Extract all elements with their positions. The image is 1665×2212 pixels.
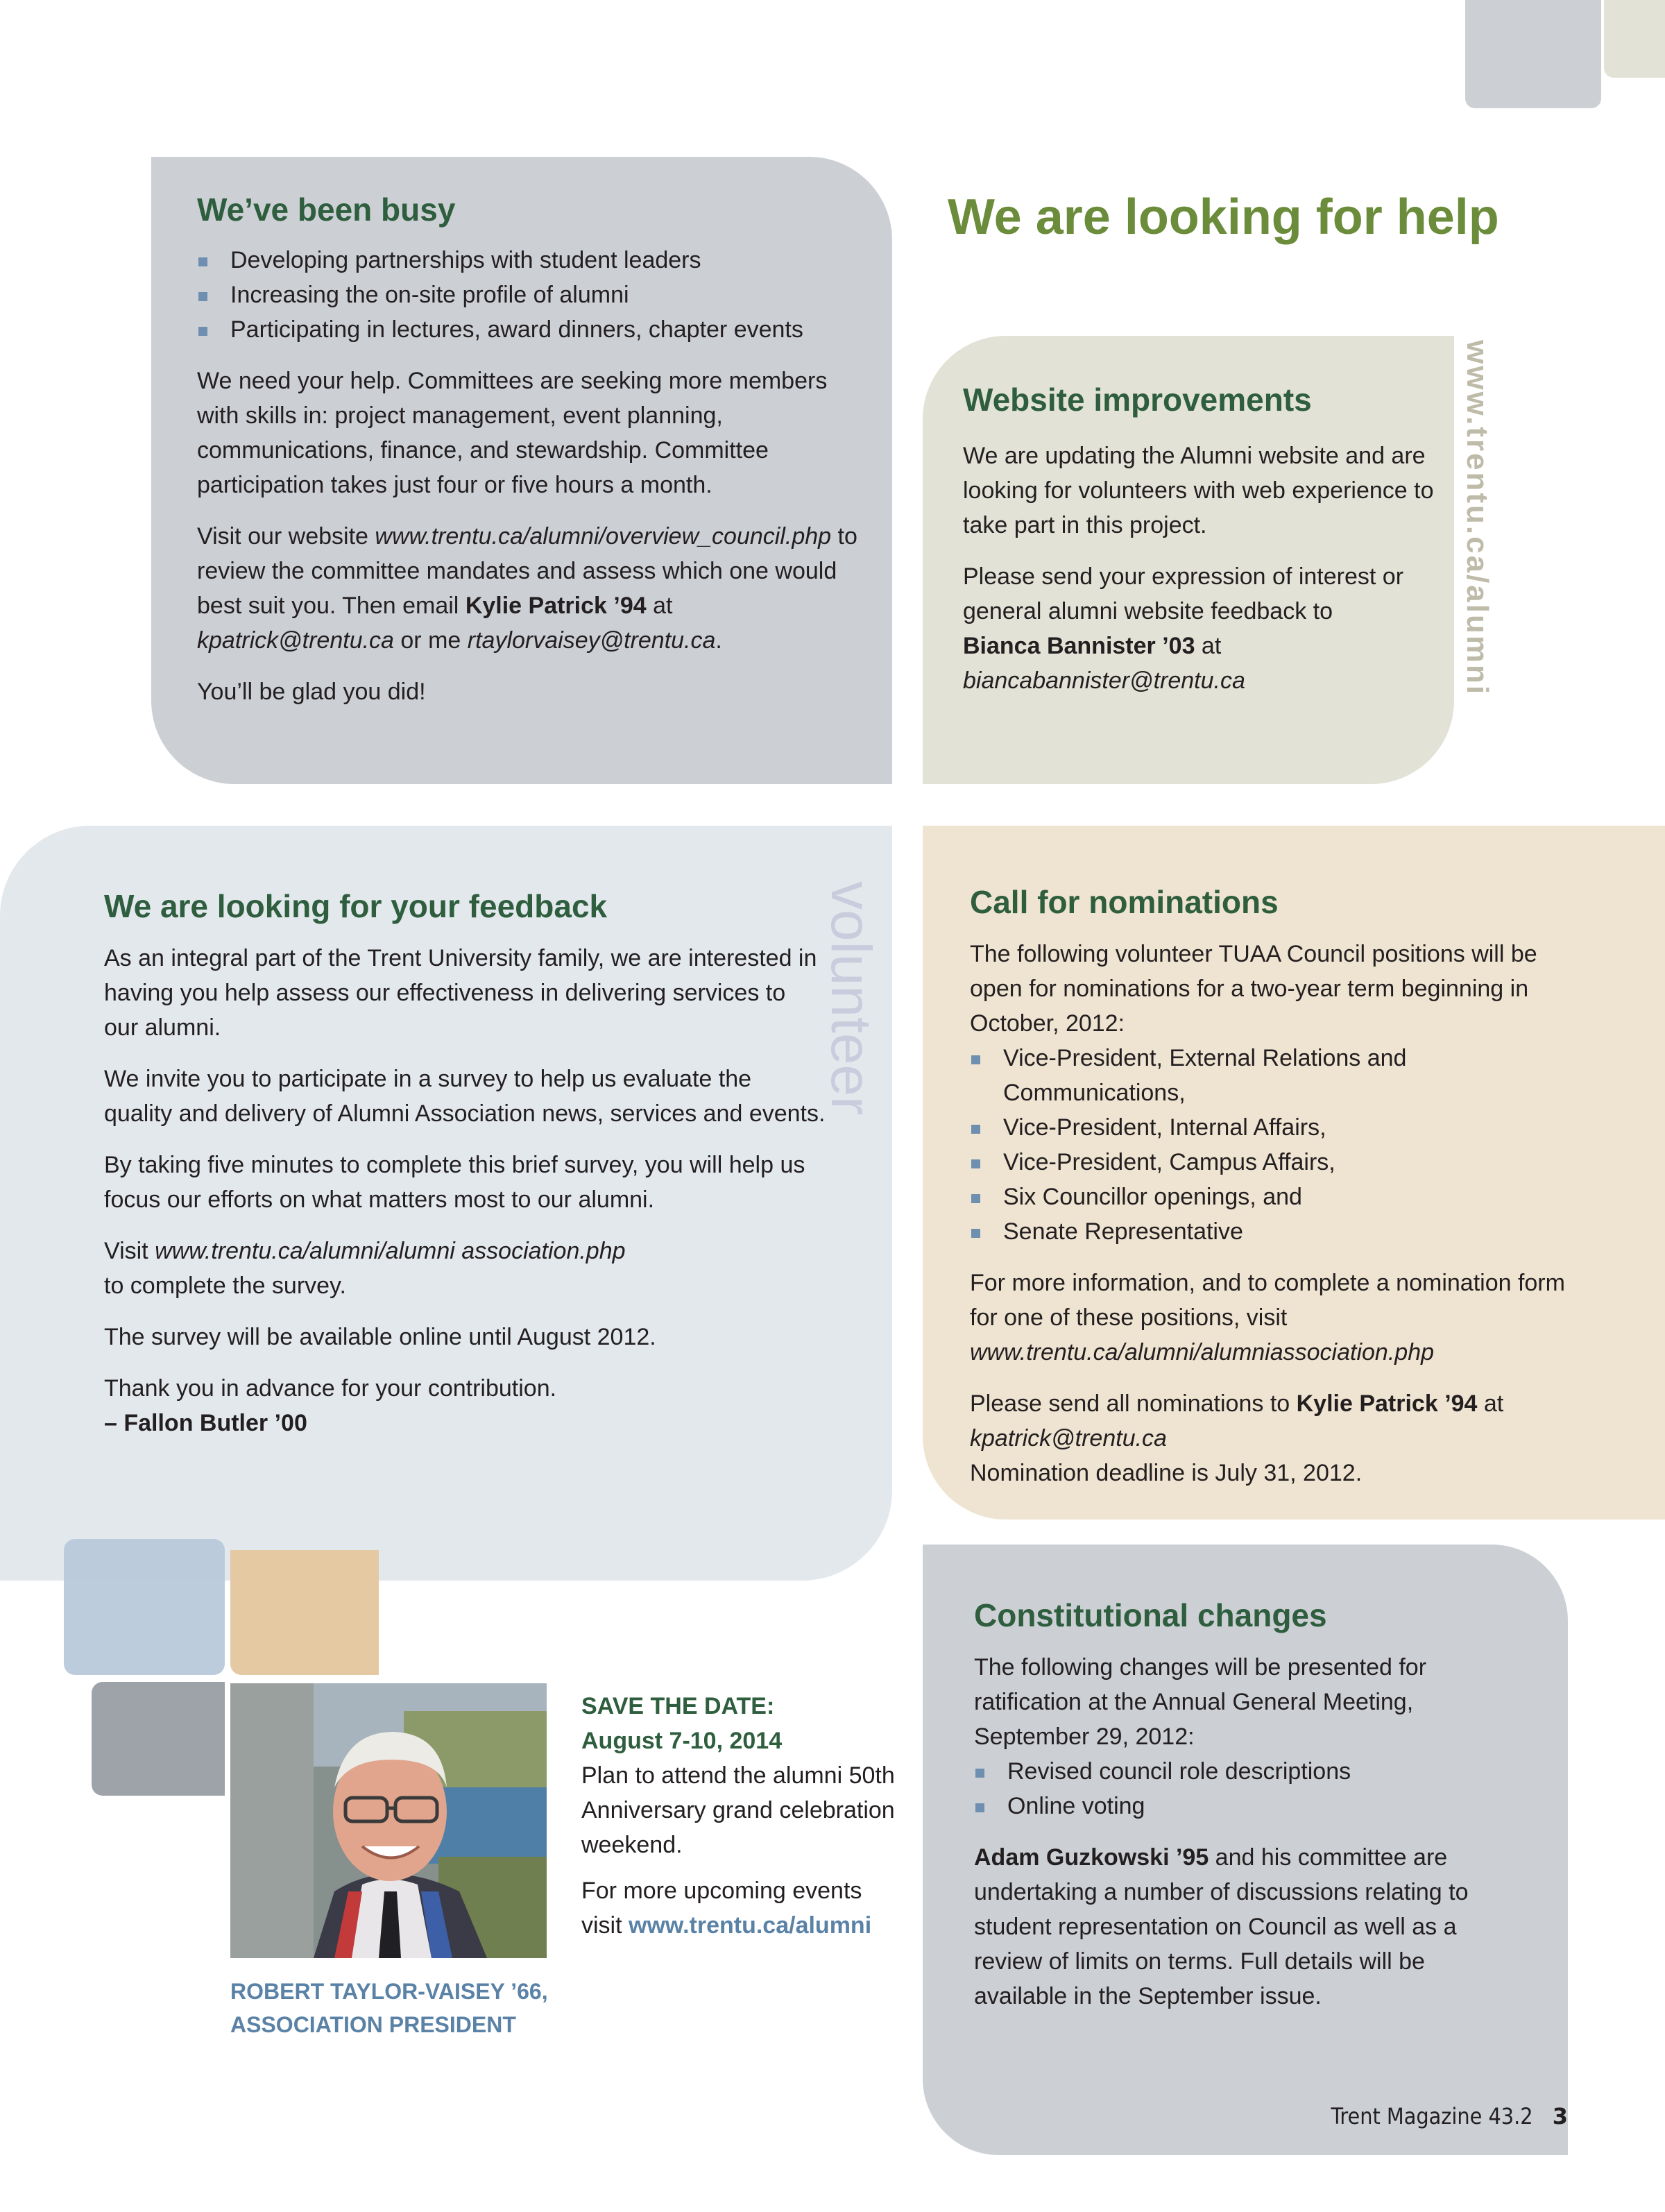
feedback-paragraph: As an integral part of the Trent University family, we are interested in having you help assess our effectiveness in delivering services to our alumni. <box>104 945 817 1041</box>
president-photo <box>230 1683 547 1958</box>
website-paragraph: We are updating the Alumni website and are looking for volunteers with web experience to take part in this project. <box>963 443 1434 538</box>
list-item: Developing partnerships with student leaders <box>197 243 863 278</box>
changes-list <box>974 1754 1515 1823</box>
volunteer-word: volunteer <box>819 881 882 1116</box>
save-date-text: Plan to attend the alumni 50th Anniversary grand celebration weekend. <box>581 1762 895 1858</box>
website-heading: Website improvements <box>963 382 1312 418</box>
corner-square-beige <box>1604 0 1665 78</box>
contact-name: Kylie Patrick ’94 <box>1296 1390 1478 1417</box>
portrait-illustration <box>230 1683 547 1958</box>
feedback-paragraph: By taking five minutes to complete this brief survey, you will help us focus our efforts on what matters most to our alumni. <box>104 1152 805 1213</box>
constitutional-intro: The following changes will be presented for ratification at the Annual General Meeting, September 29, 2012: <box>974 1654 1427 1750</box>
list-item: Vice-President, External Relations and Communications, <box>970 1041 1580 1110</box>
list-item: Vice-President, Internal Affairs, <box>970 1110 1580 1145</box>
magazine-name: Trent Magazine 43.2 <box>1331 2103 1533 2129</box>
constitutional-paragraph: Adam Guzkowski ’95 and his committee are undertaking a number of discussions relating to student representation on Council as well as a review of limits on terms. Full details will be available in the September issue. <box>974 1844 1469 2009</box>
vertical-url <box>1458 340 1496 697</box>
contact-name: Kylie Patrick ’94 <box>465 593 647 619</box>
nominations-intro: The following volunteer TUAA Council positions will be open for nominations for a two-year term beginning in October, 2012: <box>970 941 1537 1037</box>
feedback-paragraph: The survey will be available online until August 2012. <box>104 1324 656 1350</box>
survey-link[interactable]: www.trentu.ca/alumni/alumni association.php <box>155 1238 626 1264</box>
list-item: Six Councillor openings, and <box>970 1180 1580 1214</box>
nominations-send: Please send all nominations to Kylie Patrick ’94 at kpatrick@trentu.ca Nomination deadline is July 31, 2012. <box>970 1390 1504 1486</box>
contact-name: Bianca Bannister ’03 <box>963 633 1195 659</box>
save-date-label: SAVE THE DATE: <box>581 1693 775 1719</box>
email-link[interactable]: kpatrick@trentu.ca <box>197 627 394 654</box>
email-link[interactable]: rtaylorvaisey@trentu.ca <box>467 627 716 654</box>
caption-line: ASSOCIATION PRESIDENT <box>230 2012 516 2037</box>
deco-square-tan <box>230 1550 379 1675</box>
website-section <box>963 379 1435 698</box>
list-item: Revised council role descriptions <box>974 1754 1515 1789</box>
list-item: Increasing the on-site profile of alumni <box>197 278 863 312</box>
save-date-section <box>581 1689 907 1943</box>
busy-list <box>197 243 863 347</box>
vertical-url-text: www.trentu.ca/alumni <box>1460 340 1494 697</box>
page-footer <box>1179 2101 1568 2132</box>
website-contact-paragraph: Please send your expression of interest or general alumni website feedback to Bianca Bannister ’03 at biancabannister@trentu.ca <box>963 563 1404 694</box>
busy-visit-paragraph: Visit our website www.trentu.ca/alumni/overview_council.php to review the committee mandates and assess which one would best suit you. Then email Kylie Patrick ’94 at kpatrick@trentu.ca or me rtaylorvaisey@trentu.ca. <box>197 523 857 654</box>
vertical-volunteer <box>819 881 882 1200</box>
nominations-section <box>970 881 1580 1490</box>
corner-square-gray <box>1465 0 1601 108</box>
list-item: Participating in lectures, award dinners, chapter events <box>197 312 863 347</box>
page-number: 3 <box>1552 2103 1568 2129</box>
email-link[interactable]: kpatrick@trentu.ca <box>970 1425 1167 1452</box>
events-link[interactable]: www.trentu.ca/alumni <box>629 1912 872 1939</box>
deco-square-blue <box>64 1539 225 1675</box>
save-date-dates: August 7-10, 2014 <box>581 1728 783 1754</box>
more-events: For more upcoming events visit www.trentu.ca/alumni <box>581 1878 872 1939</box>
nomination-deadline: Nomination deadline is July 31, 2012. <box>970 1460 1363 1486</box>
nominations-link[interactable]: www.trentu.ca/alumni/alumniassociation.php <box>970 1339 1435 1366</box>
signature: – Fallon Butler ’00 <box>104 1410 307 1436</box>
constitutional-heading: Constitutional changes <box>974 1597 1327 1633</box>
feedback-section <box>104 885 826 1440</box>
feedback-heading: We are looking for your feedback <box>104 888 608 924</box>
contact-name: Adam Guzkowski ’95 <box>974 1844 1209 1871</box>
survey-paragraph: Visit www.trentu.ca/alumni/alumni association.php to complete the survey. <box>104 1238 626 1299</box>
feedback-paragraph: We invite you to participate in a survey to help us evaluate the quality and delivery of Alumni Association news, services and events. <box>104 1066 826 1127</box>
busy-paragraph: We need your help. Committees are seeking more members with skills in: project management, event planning, communications, finance, and stewardship. Committee participation takes just four or five hours a month. <box>197 368 828 498</box>
photo-caption <box>230 1975 577 2041</box>
caption-line: ROBERT TAYLOR-VAISEY ’66, <box>230 1979 548 2004</box>
busy-section <box>197 189 863 726</box>
nominations-heading: Call for nominations <box>970 884 1279 920</box>
email-link[interactable]: biancabannister@trentu.ca <box>963 667 1245 694</box>
deco-square-gray <box>92 1682 225 1796</box>
list-item: Senate Representative <box>970 1214 1580 1249</box>
constitutional-section <box>974 1594 1515 2014</box>
list-item: Vice-President, Campus Affairs, <box>970 1145 1580 1180</box>
positions-list <box>970 1041 1580 1249</box>
council-link[interactable]: www.trentu.ca/alumni/overview_council.php <box>375 523 832 550</box>
help-title: We are looking for help <box>948 189 1499 245</box>
list-item: Online voting <box>974 1789 1515 1823</box>
busy-closing: You’ll be glad you did! <box>197 679 426 705</box>
feedback-closing: Thank you in advance for your contribution. – Fallon Butler ’00 <box>104 1375 557 1436</box>
nominations-info: For more information, and to complete a nomination form for one of these positions, visit www.trentu.ca/alumni/alumniassociation.php <box>970 1270 1565 1366</box>
busy-heading: We’ve been busy <box>197 192 456 228</box>
